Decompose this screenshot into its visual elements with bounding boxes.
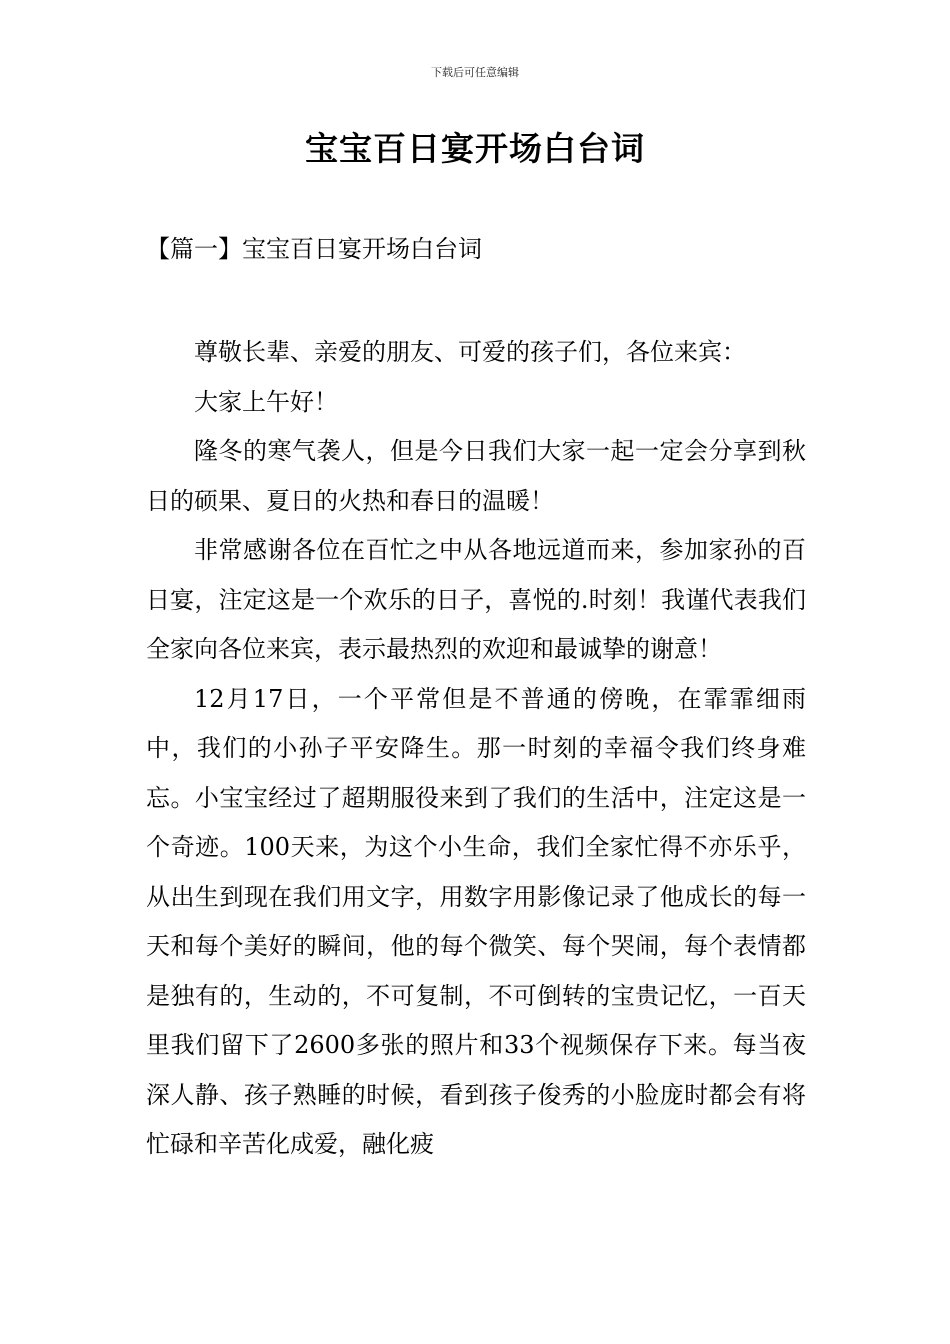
paragraph-thanks: 非常感谢各位在百忙之中从各地远道而来，参加家孙的百日宴，注定这是一个欢乐的日子，喜悦的.时刻！我谨代表我们全家向各位来宾，表示最热烈的欢迎和最诚挚的谢意！ — [146, 536, 806, 663]
paragraph-hello: 大家上午好！ — [194, 387, 338, 416]
paragraph-greeting: 尊敬长辈、亲爱的朋友、可爱的孩子们，各位来宾： — [194, 338, 746, 366]
page-title: 宝宝百日宴开场白台词 — [305, 129, 645, 168]
section-heading: 【篇一】宝宝百日宴开场白台词 — [146, 235, 482, 263]
paragraph-winter: 隆冬的寒气袭人，但是今日我们大家一起一定会分享到秋日的硕果、夏日的火热和春日的温暖！ — [146, 437, 806, 515]
header-note: 下载后可任意编辑 — [431, 66, 519, 79]
body-text — [146, 328, 806, 1170]
paragraph-birth-story: 12月17日，一个平常但是不普通的傍晚，在霏霏细雨中，我们的小孙子平安降生。那一时刻的幸福令我们终身难忘。小宝宝经过了超期服役来到了我们的生活中，注定这是一个奇迹。100天来，为这个小生命，我们全家忙得不亦乐乎，从出生到现在我们用文字，用数字用影像记录了他成长的每一天和每个美好的瞬间，他的每个微笑、每个哭闹，每个表情都是独有的，生动的，不可复制，不可倒转的宝贵记忆，一百天里我们留下了2600多张的照片和33个视频保存下来。每当夜深人静、孩子熟睡的时候，看到孩子俊秀的小脸庞时都会有将忙碌和辛苦化成爱，融化疲 — [146, 684, 806, 1158]
